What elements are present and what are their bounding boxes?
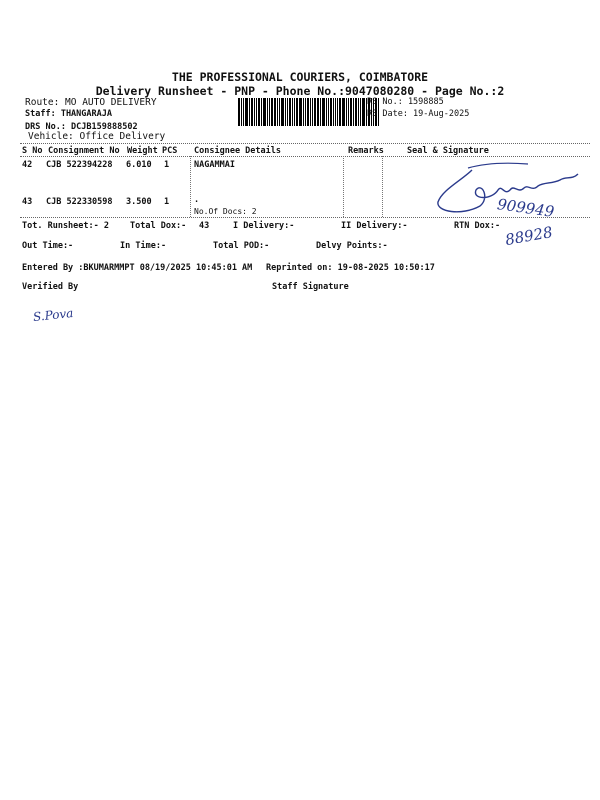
barcode-bar [274,98,276,126]
row-weight: 6.010 [126,160,152,170]
total-dox-label: Total Dox:- [130,221,187,231]
row-sno: 42 [22,160,33,170]
row-consignee: NAGAMMAI [194,160,235,170]
barcode-bar [261,98,262,126]
barcode-bar [269,98,270,126]
barcode-bar [245,98,248,126]
barcode-bar [328,98,329,126]
barcode-bar [241,98,242,126]
barcode-bar [251,98,253,126]
barcode-bar [249,98,250,126]
barcode-bar [310,98,311,126]
barcode-bar [256,98,257,126]
row-consignment: CJB 522394228 [46,160,113,170]
barcode-bar [337,98,338,126]
i-delivery: I Delivery:- [233,221,295,231]
row-consignment: CJB 522330598 [46,197,113,207]
out-time: Out Time:- [22,241,74,251]
row-pcs: 1 [164,197,170,207]
in-time: In Time:- [120,241,167,251]
barcode-bar [358,98,359,126]
column-divider [382,156,383,217]
barcode-bar [299,98,302,126]
delvy-points: Delvy Points:- [316,241,388,251]
barcode-bar [330,98,332,126]
barcode-bar [333,98,334,126]
barcode-bar [294,98,295,126]
handwritten-number-2: 88928 [503,222,554,250]
reprinted-on: Reprinted on: 19-08-2025 10:50:17 [266,263,435,273]
barcode-bar [267,98,268,126]
barcode-bar [277,98,278,126]
barcode-bar [263,98,266,126]
ii-delivery: II Delivery:- [341,221,408,231]
entered-by: Entered By :BKUMARMMPT 08/19/2025 10:45:01 AM [22,263,253,273]
barcode-bar [317,98,319,126]
verified-by-label: Verified By [22,282,79,292]
total-dox-value: 43 [199,221,210,231]
column-divider [343,156,344,217]
route-label: Route: MO AUTO DELIVERY [25,97,157,108]
barcode-bar [350,98,352,126]
barcode-bar [279,98,280,126]
barcode-bar [353,98,354,126]
company-title: THE PROFESSIONAL COURIERS, COIMBATORE [171,70,429,84]
staff-label: Staff: THANGARAJA [25,109,112,119]
barcode-bar [238,98,240,126]
header-remarks: Remarks [348,146,384,156]
barcode-bar [271,98,273,126]
rs-date: RS Date: 19-Aug-2025 [367,109,470,119]
barcode-bar [326,98,327,126]
barcode-bar [287,98,288,126]
barcode-bar [335,98,336,126]
runsheet-subtitle: Delivery Runsheet - PNP - Phone No.:9047080280 - Page No.:2 [95,84,505,98]
barcode-bar [322,98,325,126]
barcode-bar [342,98,345,126]
vehicle-label: Vehicle: Office Delivery [28,131,166,142]
barcode-bar [320,98,321,126]
barcode-bar [285,98,286,126]
header-pcs: PCS [162,146,178,156]
row-consignee: . [194,195,200,205]
verifier-signature: S.Pova [32,305,74,325]
staff-signature-label: Staff Signature [272,282,349,292]
barcode-bar [362,98,365,126]
barcode-bar [339,98,341,126]
barcode-bar [360,98,361,126]
barcode-bar [292,98,293,126]
barcode-bar [296,98,298,126]
header-consignment: Consignment No [48,146,120,156]
header-sno: S No [22,146,43,156]
barcode-bar [355,98,357,126]
drs-number: DRS No.: DCJB159888502 [25,122,138,132]
barcode-bar [243,98,244,126]
barcode-bar [258,98,260,126]
barcode-bar [303,98,304,126]
barcode-bar [314,98,316,126]
rs-number: RS No.: 1598885 [367,97,444,107]
barcode-bar [348,98,349,126]
row-doc-count: No.Of Docs: 2 [194,207,257,216]
column-divider [190,156,191,217]
row-pcs: 1 [164,160,170,170]
barcode-bar [312,98,313,126]
row-weight: 3.500 [126,197,152,207]
barcode-icon [238,98,380,126]
table-header-border [20,156,590,157]
barcode-bar [307,98,309,126]
handwritten-number-1: 909949 [496,195,556,221]
barcode-bar [281,98,284,126]
table-top-border [20,143,590,144]
barcode-bar [346,98,347,126]
row-sno: 43 [22,197,33,207]
barcode-bar [289,98,291,126]
rtn-dox: RTN Dox:- [454,221,501,231]
tot-runsheet: Tot. Runsheet:- 2 [22,221,109,231]
header-weight: Weight [127,146,158,156]
header-seal-signature: Seal & Signature [407,146,489,156]
total-pod: Total POD:- [213,241,270,251]
header-consignee: Consignee Details [194,146,281,156]
barcode-bar [305,98,306,126]
barcode-bar [254,98,255,126]
